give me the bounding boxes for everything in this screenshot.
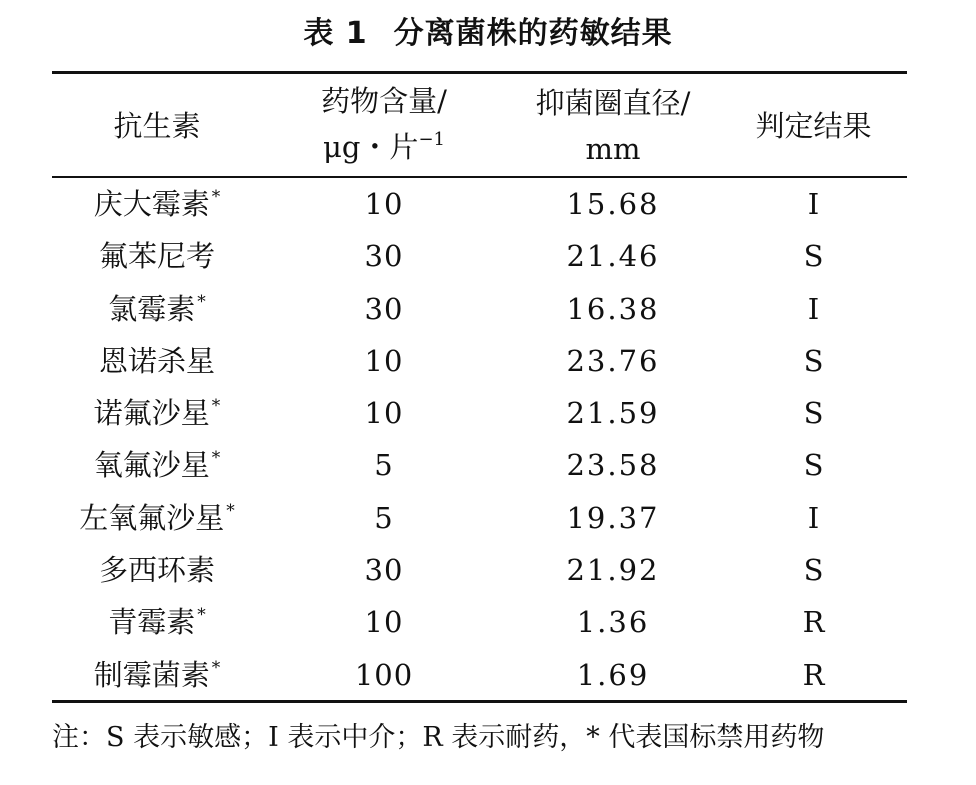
- header-zone-diameter: [506, 80, 720, 172]
- drug-content: 10: [364, 343, 404, 378]
- table-caption: 分离菌株的药敏结果: [393, 16, 673, 51]
- zone-diameter: 15.68: [566, 187, 660, 221]
- result: R: [802, 605, 825, 640]
- result: R: [802, 657, 825, 692]
- result: I: [807, 291, 820, 326]
- drug-content: 30: [364, 553, 404, 588]
- zone-diameter: 19.37: [566, 500, 660, 535]
- antibiotic-name: [52, 230, 262, 282]
- banned-marker: *: [211, 657, 221, 678]
- antibiotic-name: [52, 649, 262, 701]
- result: S: [803, 396, 824, 431]
- banned-marker: *: [226, 500, 235, 521]
- drug-content: 30: [364, 239, 404, 274]
- zone-diameter: 21.92: [566, 553, 660, 588]
- table-row: [52, 439, 907, 491]
- banned-marker: *: [211, 448, 221, 469]
- banned-marker: *: [197, 291, 206, 312]
- antibiotic-name-text: 庆大霉素: [93, 187, 210, 221]
- drug-content: 10: [364, 396, 404, 431]
- drug-content: 5: [374, 448, 394, 483]
- antibiotic-name: [52, 596, 262, 648]
- result: S: [803, 553, 824, 588]
- drug-content: 5: [374, 500, 394, 535]
- table-row: [52, 492, 907, 544]
- table-row: [52, 230, 907, 282]
- result: S: [803, 343, 824, 378]
- antibiotic-name-text: 青霉素: [108, 605, 196, 640]
- header-content-line1: 药物含量/: [321, 83, 447, 118]
- header-drug-content: [262, 80, 506, 172]
- zone-diameter: 16.38: [566, 291, 660, 326]
- top-rule: [52, 71, 907, 74]
- header-content-exponent: −1: [418, 128, 445, 150]
- header-content-line2: [262, 124, 506, 175]
- drug-content: 30: [364, 291, 404, 326]
- header-result: [720, 80, 907, 172]
- table-title: [0, 12, 976, 56]
- result: S: [803, 448, 824, 483]
- antibiotic-name-text: 诺氟沙星: [93, 396, 210, 431]
- header-zone-line2: mm: [585, 132, 641, 166]
- antibiotic-name: [52, 439, 262, 491]
- bottom-rule: [52, 700, 907, 703]
- header-result-label: 判定结果: [755, 109, 872, 143]
- header-antibiotic-label: 抗生素: [113, 109, 201, 143]
- antibiotic-name: [52, 283, 262, 335]
- banned-marker: *: [211, 187, 221, 207]
- header-content-unit: μg・片: [323, 129, 419, 164]
- antibiotic-name-text: 氧氟沙星: [93, 448, 210, 483]
- antibiotic-name: [52, 544, 262, 596]
- table-row: [52, 596, 907, 648]
- result: I: [807, 500, 820, 535]
- zone-diameter: 23.76: [566, 343, 660, 378]
- antibiotic-name-text: 左氧氟沙星: [79, 500, 225, 535]
- table-note: 注：S 表示敏感；I 表示中介；R 表示耐药，* 代表国标禁用药物: [52, 722, 825, 753]
- result: S: [803, 239, 824, 274]
- table-row: [52, 544, 907, 596]
- antibiotic-name: [52, 387, 262, 439]
- antibiotic-name-text: 制霉菌素: [93, 657, 210, 692]
- banned-marker: *: [197, 605, 206, 626]
- zone-diameter: 21.46: [566, 239, 660, 274]
- zone-diameter: 21.59: [566, 396, 660, 431]
- table-row: [52, 387, 907, 439]
- antibiotic-name: [52, 335, 262, 387]
- zone-diameter: 1.36: [576, 605, 650, 640]
- table-row: [52, 335, 907, 387]
- table-row: [52, 649, 907, 701]
- drug-content: 10: [364, 187, 404, 221]
- zone-diameter: 23.58: [566, 448, 660, 483]
- result: I: [807, 187, 820, 221]
- antibiotic-name-text: 恩诺杀星: [98, 343, 215, 378]
- drug-content: 10: [364, 605, 404, 640]
- header-zone-line1: 抑菌圈直径/: [535, 86, 691, 120]
- antibiotic-name-text: 多西环素: [98, 553, 215, 588]
- table-number: 表 1: [303, 16, 368, 51]
- table-row: [52, 178, 907, 230]
- antibiotic-name: [52, 178, 262, 230]
- banned-marker: *: [211, 396, 221, 417]
- antibiotic-name-text: 氟苯尼考: [98, 239, 215, 274]
- drug-content: 100: [354, 657, 414, 692]
- zone-diameter: 1.69: [576, 657, 650, 692]
- header-antibiotic: [52, 80, 262, 172]
- table-row: [52, 283, 907, 335]
- antibiotic-name-text: 氯霉素: [108, 291, 196, 326]
- antibiotic-name: [52, 492, 262, 544]
- table-body: [52, 178, 907, 701]
